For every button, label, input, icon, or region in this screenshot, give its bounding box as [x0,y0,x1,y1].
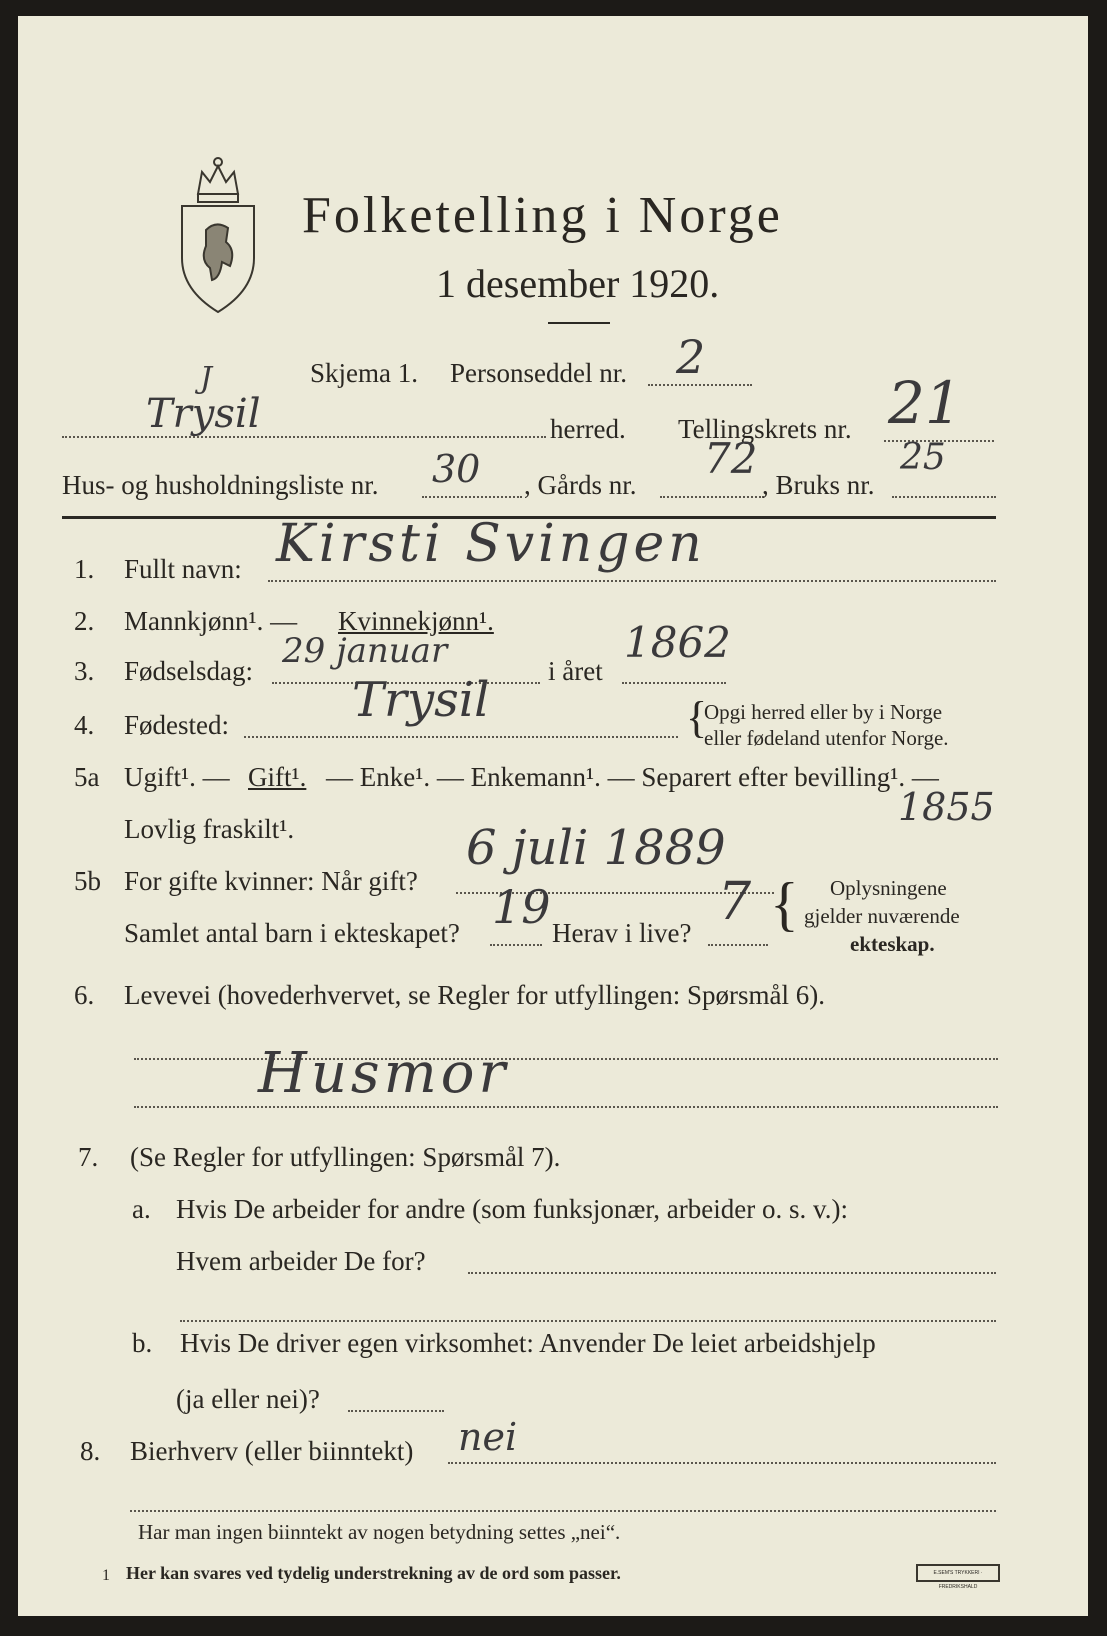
husliste-label: Hus- og husholdningsliste nr. [62,470,379,500]
q4-note-line1: Opgi herred eller by i Norge [704,700,943,724]
q7a-letter: a. [132,1194,151,1224]
q3-number: 3. [74,656,95,686]
q4-note-line2: eller fødeland utenfor Norge. [704,726,949,750]
personseddel-value: 2 [676,330,706,384]
q5b-alive-value: 7 [718,872,752,932]
husliste-line [422,496,522,498]
q1-line [268,580,996,582]
q2-male: Mannkjønn¹. — [124,606,298,636]
q4-line [244,736,678,738]
q5b-value: 6 juli 1889 [466,820,726,876]
herred-label: herred. [550,414,626,444]
q5b-children-value: 19 [492,880,551,934]
q5b-number: 5b [74,866,101,896]
q5b-label: For gifte kvinner: Når gift? [124,866,418,896]
footnote-mark: 1 [102,1567,110,1584]
q5b-children-label: Samlet antal barn i ekteskapet? [124,918,460,948]
q5a-annotation: 1855 [898,785,995,829]
marginal-mark: J [200,361,213,396]
q6-number: 6. [74,980,95,1010]
q5a-number: 5a [74,762,100,792]
q8-line2 [130,1510,996,1512]
q2-female-underlined: Kvinnekjønn¹. [338,606,494,636]
q7a-question: Hvem arbeider De for? [176,1246,426,1276]
q1-label: Fullt navn: [124,554,242,584]
bruks-label: , Bruks nr. [762,470,875,500]
q5b-children-line [490,944,542,946]
census-form-page [18,16,1088,1616]
tellingskrets-label: Tellingskrets nr. [678,414,852,444]
q8-label: Bierhverv (eller biinntekt) [130,1436,414,1466]
q4-label: Fødested: [124,710,229,740]
q5a-line2: Lovlig fraskilt¹. [124,814,295,844]
q7a-text: Hvis De arbeider for andre (som funksjonær, arbeider o. s. v.): [176,1194,848,1224]
q6-label: Levevei (hovederhvervet, se Regler for utfyllingen: Spørsmål 6). [124,980,826,1010]
q5b-note-line3: ekteskap. [850,932,935,956]
q7-label: (Se Regler for utfyllingen: Spørsmål 7). [130,1142,561,1172]
q5b-alive-label: Herav i live? [552,918,692,948]
q5a-rest: — Enke¹. — Enkemann¹. — Separert efter bevilling¹. — [326,762,939,792]
q5a-gift-underlined: Gift¹. [248,762,307,792]
herred-line [62,436,546,438]
bruks-line [892,496,996,498]
q3-year-value: 1862 [624,618,731,667]
form-title: Folketelling i Norge [302,187,783,244]
q6-line2 [134,1106,998,1108]
skjema-label: Skjema 1. [310,358,418,388]
personseddel-label: Personseddel nr. [450,358,627,388]
herred-value: Trysil [146,391,261,437]
q3-day-value: 29 januar [282,631,448,671]
q8-number: 8. [80,1436,101,1466]
q7-number: 7. [78,1142,99,1172]
q7a-answer-line2 [180,1320,996,1322]
husliste-value: 30 [432,447,481,491]
q3-year-line [622,682,726,684]
q7b-answer-line [348,1410,444,1412]
q3-year-label: i året [548,656,603,686]
q3-label: Fødselsdag: [124,656,254,686]
gards-label: , Gårds nr. [524,470,637,500]
q5b-note-line1: Oplysningene [830,876,947,900]
q8-line [448,1462,996,1464]
printer-stamp: E.SEM'S TRYKKERI · FREDRIKSHALD [916,1564,1000,1582]
q2-number: 2. [74,606,95,636]
q5b-brace: { [770,871,799,937]
bruks-value: 25 [900,437,946,478]
norwegian-coat-of-arms-icon [176,150,260,318]
footer-note: Har man ingen biinntekt av nogen betydning settes „nei“. [138,1520,621,1544]
gards-value: 72 [704,434,758,483]
q8-value: nei [458,1415,518,1459]
tellingskrets-value: 21 [888,369,962,437]
q1-number: 1. [74,554,95,584]
q4-brace: { [686,693,708,742]
title-separator [548,322,610,324]
q4-number: 4. [74,710,95,740]
q6-value: Husmor [258,1041,510,1106]
q7b-letter: b. [132,1328,153,1358]
footnote-text: Her kan svares ved tydelig understrekning av de ord som passer. [126,1563,621,1583]
q5b-alive-line [708,944,768,946]
q4-value: Trysil [352,672,490,728]
q7b-text: Hvis De driver egen virksomhet: Anvender De leiet arbeidshjelp [180,1328,876,1358]
census-date: 1 desember 1920. [436,261,720,306]
q7b-question: (ja eller nei)? [176,1384,320,1414]
q5b-note-line2: gjelder nuværende [804,904,960,928]
gards-line [660,496,764,498]
q1-value: Kirsti Svingen [276,514,706,574]
personseddel-line [648,384,752,386]
q7a-answer-line [468,1272,996,1274]
q5a-ugift: Ugift¹. — [124,762,230,792]
